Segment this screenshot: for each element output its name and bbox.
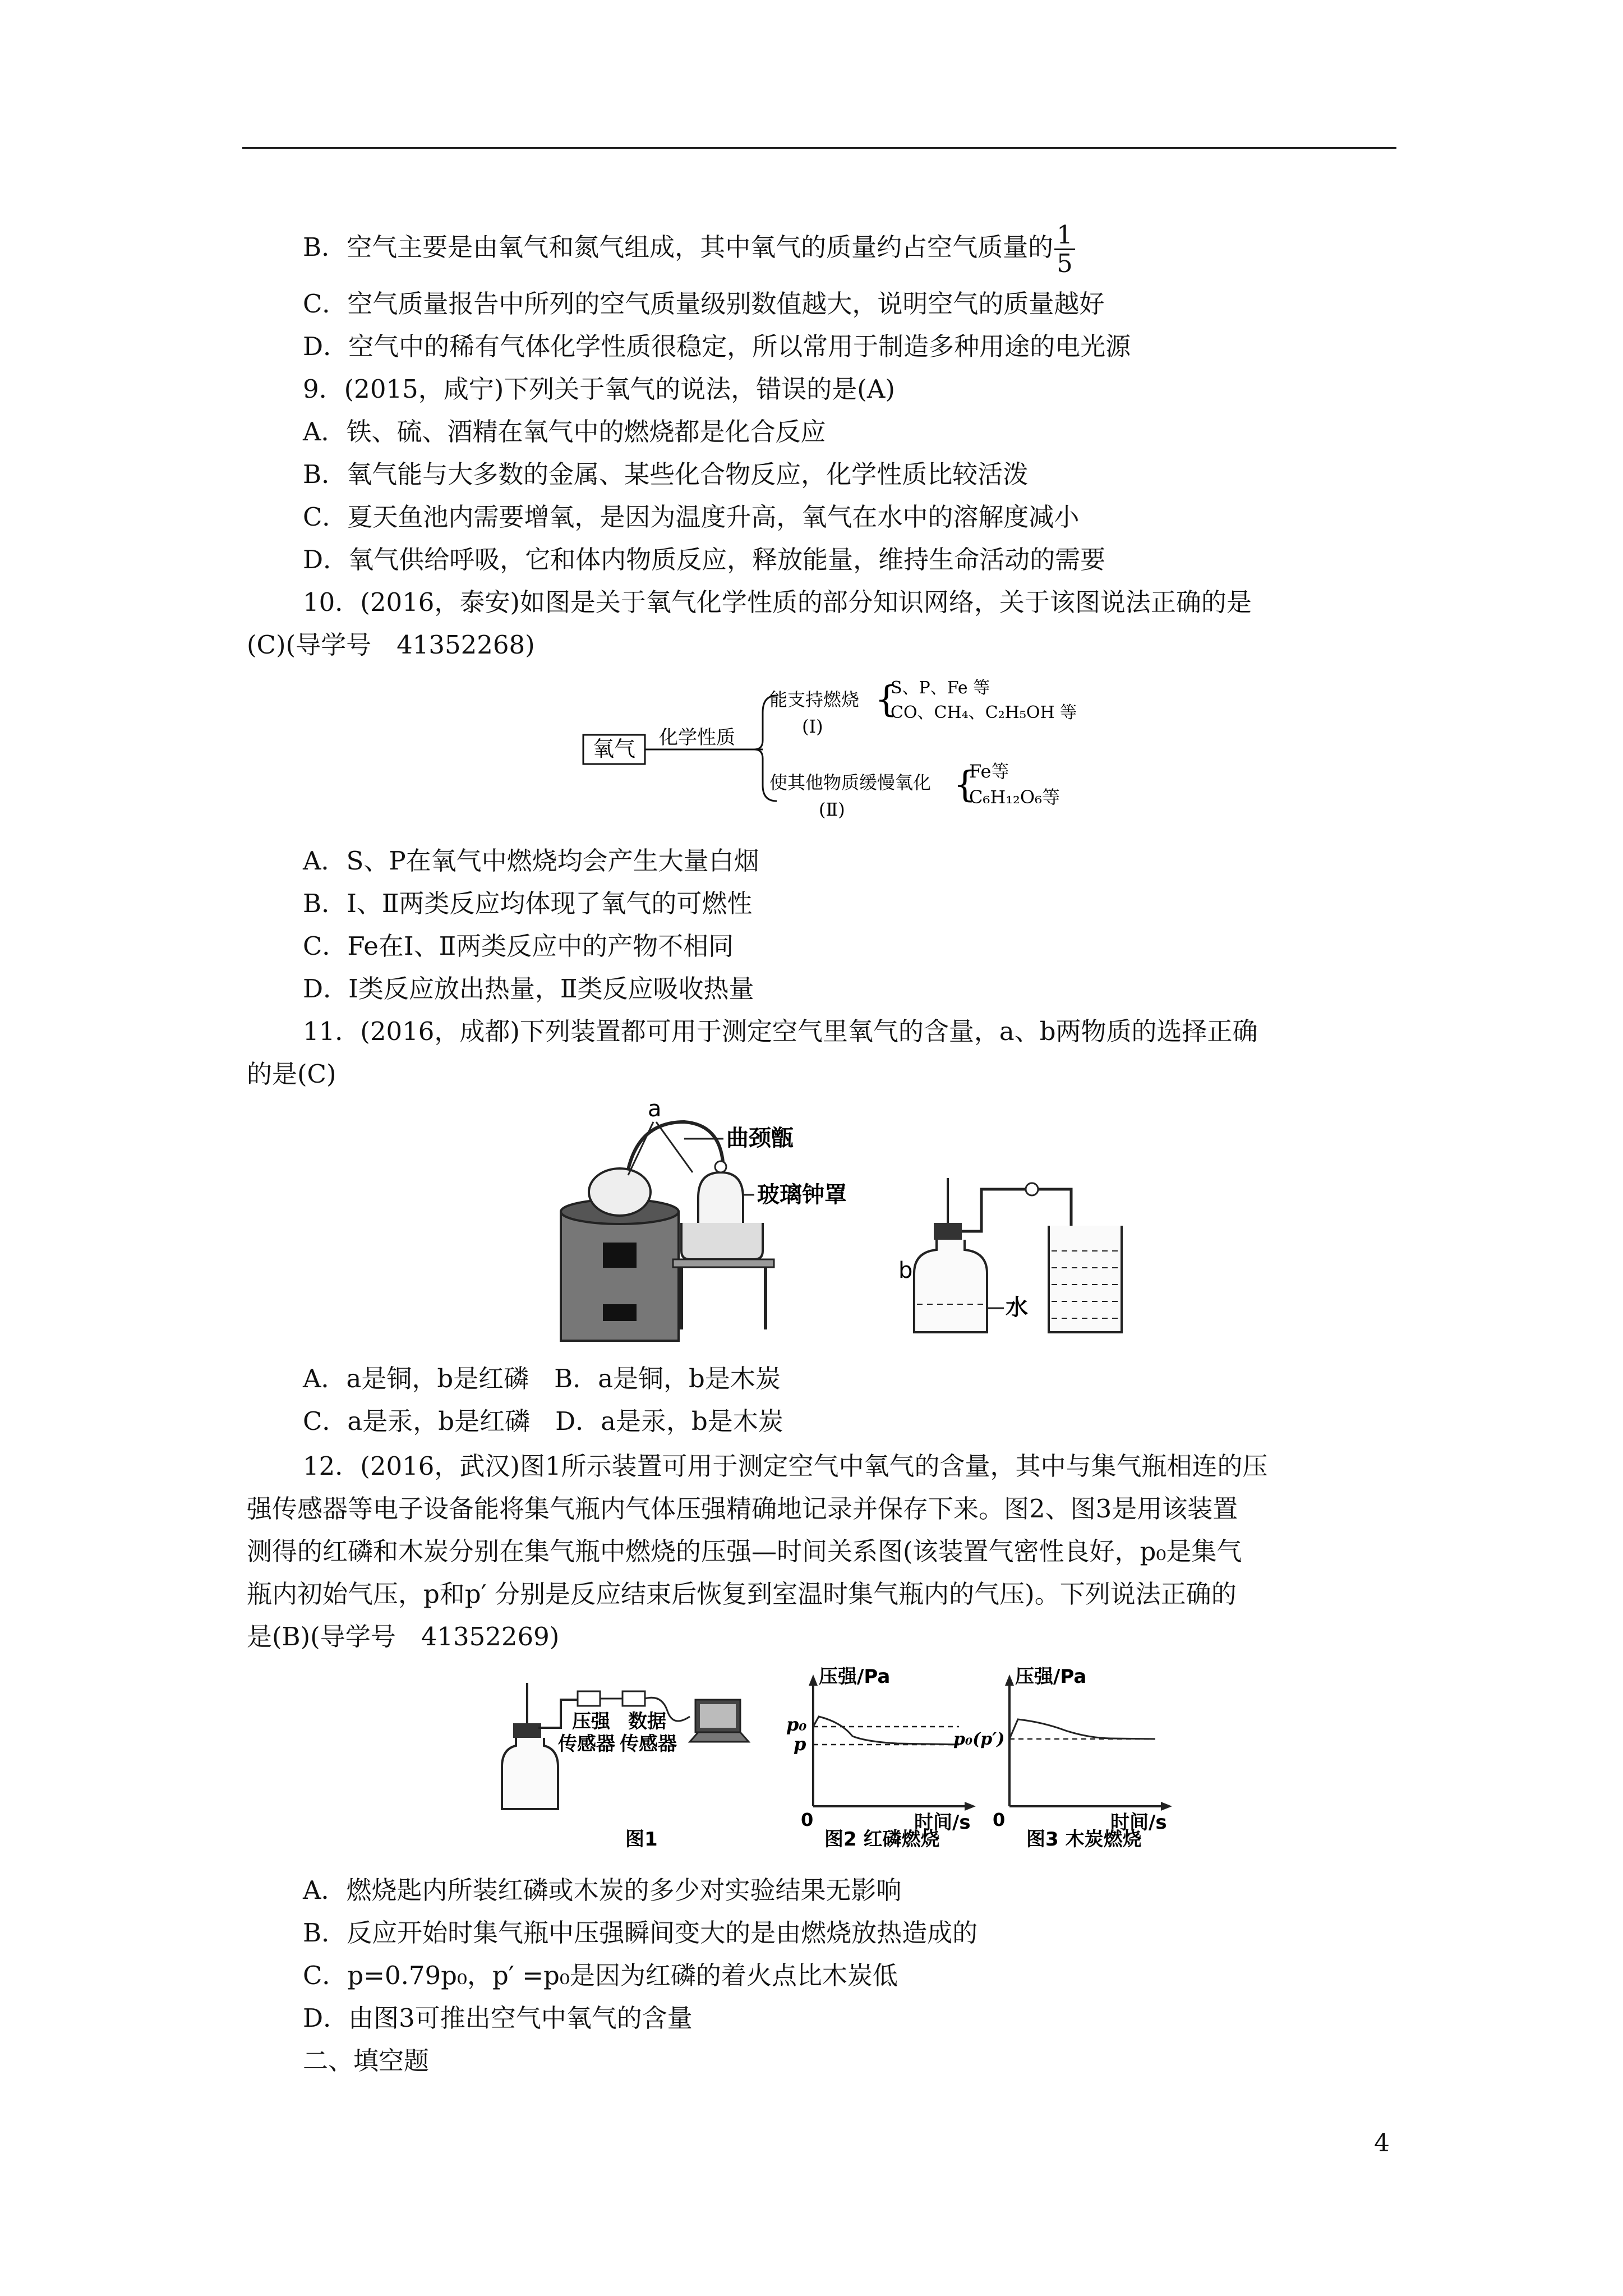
q12-option-d: D．由图3可推出空气中氧气的含量 bbox=[303, 2003, 693, 2033]
q8-option-d: D．空气中的稀有气体化学性质很稳定，所以常用于制造多种用途的电光源 bbox=[303, 332, 1131, 361]
fig3-pressure-curve bbox=[1009, 1719, 1155, 1739]
network-branch2-item-a: Fe等 bbox=[969, 761, 1009, 782]
q12-option-c: C．p=0.79p₀，p′ =p₀是因为红磷的着火点比木炭低 bbox=[303, 1961, 898, 1990]
q11-stem-line2: 的是(C) bbox=[247, 1059, 336, 1089]
oxygen-knowledge-network-figure bbox=[561, 679, 1150, 830]
page-number: 4 bbox=[1374, 2129, 1390, 2157]
network-branch1-item-b: CO、CH₄、C₂H₅OH 等 bbox=[891, 703, 1077, 723]
fig2-origin-label: 0 bbox=[801, 1809, 814, 1830]
network-oxygen-box: 氧气 bbox=[592, 737, 636, 761]
sensor-bottle bbox=[502, 1738, 558, 1809]
q8-option-c: C．空气质量报告中所列的空气质量级别数值越大，说明空气的质量越好 bbox=[303, 289, 1105, 319]
q10-option-c: C．Fe在Ⅰ、Ⅱ两类反应中的产物不相同 bbox=[303, 931, 734, 961]
q12-stem-line5: 是(B)(导学号 41352269) bbox=[247, 1622, 560, 1651]
pressure-sensor-figure bbox=[494, 1660, 1200, 1862]
fig2-y-axis-label: 压强/Pa bbox=[819, 1665, 891, 1688]
header-rule bbox=[242, 147, 1396, 149]
q11-stem-line1: 11．(2016，成都)下列装置都可用于测定空气里氧气的含量，a、b两物质的选择正确 bbox=[303, 1016, 1258, 1046]
q10-stem-line2: (C)(导学号 41352268) bbox=[247, 630, 535, 660]
q11-options-cd: C．a是汞，b是红磷 D．a是汞，b是木炭 bbox=[303, 1406, 783, 1436]
fraction-one-fifth: $\frac{1}{5}$ bbox=[1054, 222, 1075, 277]
q12-option-b: B．反应开始时集气瓶中压强瞬间变大的是由燃烧放热造成的 bbox=[303, 1918, 978, 1948]
q12-stem-line2: 强传感器等电子设备能将集气瓶内气体压强精确地记录并保存下来。图2、图3是用该装置 bbox=[247, 1494, 1238, 1524]
q9-stem: 9．(2015，咸宁)下列关于氧气的说法，错误的是(A) bbox=[303, 374, 895, 404]
network-branch1: 能支持燃烧 bbox=[769, 689, 860, 710]
furnace bbox=[561, 1212, 679, 1341]
air-oxygen-apparatus-figure bbox=[555, 1099, 1183, 1346]
label-b: b bbox=[898, 1258, 913, 1283]
fig3-y-axis-label: 压强/Pa bbox=[1015, 1665, 1087, 1688]
fig3-p0p-label: p₀(p′) bbox=[953, 1729, 1005, 1749]
beaker bbox=[1049, 1226, 1122, 1332]
fig3-origin-label: 0 bbox=[993, 1809, 1006, 1830]
q11-options-ab: A．a是铜，b是红磷 B．a是铜，b是木炭 bbox=[303, 1364, 781, 1393]
fig2-x-axis-label: 时间/s bbox=[914, 1811, 971, 1834]
network-branch2-item-b: C₆H₁₂O₆等 bbox=[969, 786, 1060, 808]
q10-option-a: A．S、P在氧气中燃烧均会产生大量白烟 bbox=[303, 846, 759, 876]
label-retort: 曲颈甑 bbox=[726, 1125, 794, 1151]
data-sensor-box bbox=[623, 1691, 645, 1706]
label-water: 水 bbox=[1006, 1295, 1028, 1320]
q12-stem-line1: 12．(2016，武汉)图1所示装置可用于测定空气中氧气的含量，其中与集气瓶相连的压 bbox=[303, 1451, 1268, 1481]
section-heading-fill-in-blank: 二、填空题 bbox=[303, 2046, 430, 2076]
q12-stem-line3: 测得的红磷和木炭分别在集气瓶中燃烧的压强—时间关系图(该装置气密性良好，p₀是集气 bbox=[247, 1536, 1242, 1566]
data-sensor-label-2: 传感器 bbox=[620, 1733, 677, 1755]
pressure-sensor-label-2: 传感器 bbox=[558, 1733, 615, 1755]
fig2-p0-label: p₀ bbox=[786, 1714, 807, 1735]
retort-bulb bbox=[589, 1168, 651, 1216]
pressure-sensor-box bbox=[578, 1691, 600, 1706]
q12-stem-line4: 瓶内初始气压，p和p′ 分别是反应结束后恢复到室温时集气瓶内的气压)。下列说法正确的 bbox=[247, 1579, 1237, 1609]
fig2-p-label: p bbox=[794, 1733, 806, 1755]
fig3-x-axis-label: 时间/s bbox=[1110, 1811, 1167, 1834]
q8-option-b: B．空气主要是由氧气和氮气组成，其中氧气的质量约占空气质量的 $\frac{1}{5}$ bbox=[303, 222, 1075, 277]
fig2-pressure-curve bbox=[813, 1717, 959, 1745]
network-branch1-item-a: S、P、Fe 等 bbox=[891, 679, 990, 698]
fig3-caption: 图3 木炭燃烧 bbox=[1026, 1828, 1142, 1851]
svg-text:{: { bbox=[875, 679, 898, 720]
q9-option-d: D．氧气供给呼吸，它和体内物质反应，释放能量，维持生命活动的需要 bbox=[303, 545, 1106, 574]
q12-option-a: A．燃烧匙内所装红磷或木炭的多少对实验结果无影响 bbox=[303, 1875, 902, 1905]
label-bell-jar: 玻璃钟罩 bbox=[757, 1182, 847, 1208]
network-branch1-num: (Ⅰ) bbox=[802, 716, 823, 737]
network-branch2: 使其他物质缓慢氧化 bbox=[769, 772, 932, 793]
network-branch2-num: (Ⅱ) bbox=[819, 799, 845, 820]
network-trunk-label: 化学性质 bbox=[659, 726, 735, 749]
q9-option-a: A．铁、硫、酒精在氧气中的燃烧都是化合反应 bbox=[303, 417, 826, 447]
gas-collecting-bottle bbox=[914, 1240, 987, 1332]
data-sensor-label-1: 数据 bbox=[628, 1710, 666, 1733]
q10-option-b: B．Ⅰ、Ⅱ两类反应均体现了氧气的可燃性 bbox=[303, 889, 753, 918]
q9-option-c: C．夏天鱼池内需要增氧，是因为温度升高，氧气在水中的溶解度减小 bbox=[303, 502, 1080, 532]
q10-option-d: D．Ⅰ类反应放出热量，Ⅱ类反应吸收热量 bbox=[303, 974, 754, 1004]
q10-stem-line1: 10．(2016，泰安)如图是关于氧气化学性质的部分知识网络，关于该图说法正确的是 bbox=[303, 587, 1252, 617]
fig2-caption: 图2 红磷燃烧 bbox=[824, 1828, 940, 1851]
q9-option-b: B．氧气能与大多数的金属、某些化合物反应，化学性质比较活泼 bbox=[303, 459, 1029, 489]
svg-text:{: { bbox=[953, 764, 976, 806]
label-a: a bbox=[648, 1099, 662, 1122]
fig1-caption: 图1 bbox=[625, 1828, 658, 1851]
pressure-sensor-label-1: 压强 bbox=[572, 1710, 610, 1733]
